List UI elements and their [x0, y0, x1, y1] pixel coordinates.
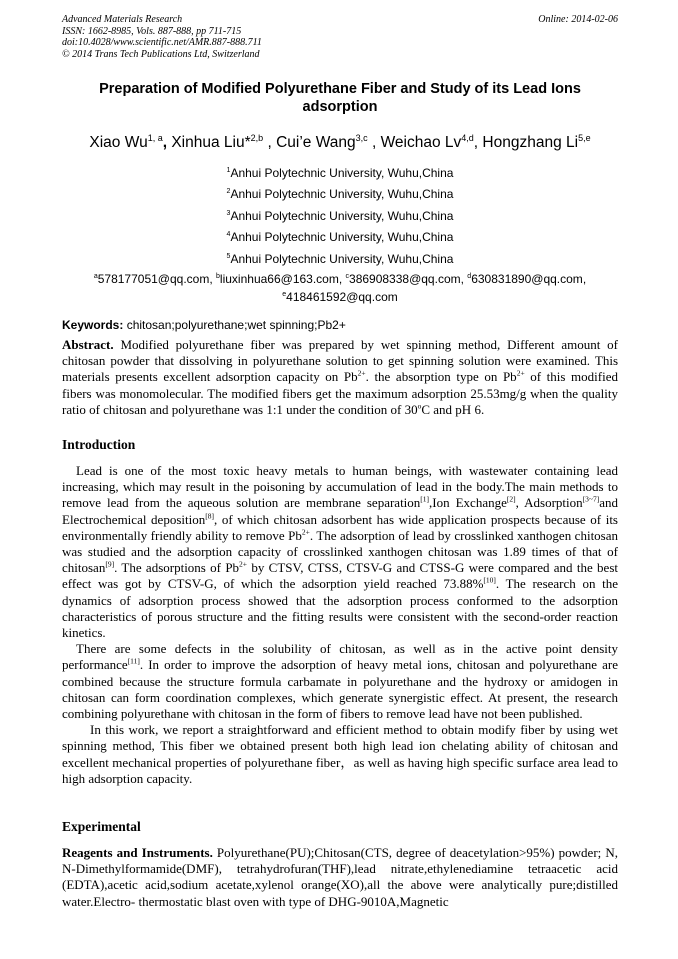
- journal-copyright: © 2014 Trans Tech Publications Ltd, Switzerland: [62, 48, 260, 60]
- author-sep: ,: [367, 134, 381, 152]
- citation: [1]: [420, 495, 430, 505]
- affiliation-sup: 5: [226, 252, 231, 260]
- citation: [2]: [506, 495, 516, 505]
- author-name: Xinhua Liu*: [171, 134, 251, 152]
- email-a: 578177051@qq.com: [97, 272, 210, 286]
- author-sup: 3,c: [355, 133, 368, 143]
- text: . The adsorption of lead by crosslinked xanthogen chitosan was studied and the adsorption capacity of crosslinked xanthogen chitosan was 1.89 times of that of chitosan: [62, 527, 619, 576]
- journal-doi: doi:10.4028/www.scientific.net/AMR.887-888.711: [62, 37, 262, 48]
- paragraph: [62, 641, 618, 722]
- affiliation-text: Anhui Polytechnic University, Wuhu,China: [230, 230, 454, 245]
- author-name: Weichao Lv: [380, 134, 462, 152]
- citation: [11]: [127, 657, 140, 667]
- keywords-text: chitosan;polyurethane;wet spinning;Pb2+: [123, 318, 346, 332]
- abstract-sup: 2+: [357, 369, 366, 379]
- reagents-label: Reagents and Instruments.: [62, 845, 213, 860]
- text: and Electrochemical deposition: [62, 495, 618, 527]
- author-sep: ,: [473, 134, 483, 152]
- affiliation: [62, 203, 618, 224]
- affiliation-list: [62, 160, 618, 267]
- author-sep: ,: [263, 134, 277, 152]
- reagents-paragraph: [62, 845, 618, 910]
- affiliation-sup: 4: [226, 231, 231, 239]
- email-sup: d: [467, 273, 472, 280]
- text: ,Ion Exchange: [429, 495, 507, 511]
- email-sup: c: [345, 273, 350, 280]
- author-name: Cui’e Wang: [276, 134, 356, 152]
- affiliation-text: Anhui Polytechnic University, Wuhu,China: [230, 251, 454, 266]
- affiliation-text: Anhui Polytechnic University, Wuhu,China: [230, 208, 454, 223]
- text: , of which chitosan adsorbent has wide application prospects because of its environmentally friendly ability to remove Pb: [62, 511, 618, 543]
- text: . The research on the dynamics of adsorption process showed that the adsorption process conformed to the adsorption characteristics of porous structure and the fitting results were consistent with the second-order reaction kinetics.: [62, 576, 618, 641]
- affiliation: [62, 181, 618, 202]
- email-d: 630831890@qq.com: [471, 272, 583, 286]
- online-date: Online: 2014-02-06: [538, 14, 618, 25]
- paper-title: Preparation of Modified Polyurethane Fiber and Study of its Lead Ions adsorption: [99, 81, 581, 115]
- journal-name: Advanced Materials Research: [62, 14, 183, 25]
- email-c: 386908338@qq.com: [349, 272, 461, 286]
- section-heading-introduction: Introduction: [62, 437, 136, 452]
- keywords: [62, 318, 618, 333]
- citation: [10]: [483, 576, 496, 586]
- affiliation: [62, 224, 618, 245]
- superscript: 2+: [239, 559, 248, 569]
- author-sup: 4,d: [461, 133, 474, 143]
- superscript: 2+: [301, 527, 310, 537]
- author-list: [40, 128, 640, 153]
- abstract-label: Abstract.: [62, 337, 114, 352]
- journal-issn: ISSN: 1662-8985, Vols. 887-888, pp 711-715: [62, 25, 242, 37]
- abstract-text: Modified polyurethane fiber was prepared by wet spinning method, Different amount of chitosan powder that dissolving in polyurethane solution to get spinning solution were examined. This materials presents excellent adsorption capacity on Pb: [62, 337, 618, 385]
- journal-header: [62, 14, 618, 60]
- affiliation-text: Anhui Polytechnic University, Wuhu,China: [230, 187, 454, 202]
- text: There are some defects in the solubility of chitosan, as well as in the active point density performance: [62, 641, 618, 673]
- email-b: liuxinhua66@163.com: [219, 272, 339, 286]
- introduction-body: [62, 463, 618, 787]
- text: by CTSV, CTSS, CTSV-G and CTSS-G were compared and the best effect was got by CTSV-G, of which the adsorption yield reached 73.88%: [62, 560, 618, 592]
- author-sup: 5,e: [578, 133, 591, 143]
- keywords-label: Keywords:: [62, 318, 124, 332]
- text: . The adsorptions of Pb: [114, 560, 240, 576]
- abstract-sup: 2+: [516, 369, 525, 379]
- citation: [9]: [105, 559, 115, 569]
- text: Lead is one of the most toxic heavy metals to human beings, with wastewater containing lead increasing, which may result in the poisoning by accumulation of lead in the body.The main methods to remove lead from the aqueous solution are membrane separation: [62, 463, 618, 511]
- author-sup: 1, a: [147, 133, 163, 143]
- email-list: $^a$578177051@qq.com, $^b$liuxinhua66@163.com, $^c$386908338@qq.com, $^d$630831890@qq.com, $^e$418461592@qq.com: [93, 272, 587, 304]
- affiliation: [62, 160, 618, 181]
- text: . In order to improve the adsorption of heavy metal ions, chitosan and polyurethane are combined because the structure formula carbamate in polyurethane and the hydroxy or amidogen in chitosan can form coordination complexes, which generate synergistic effect. At present, the research combining polyurethane with chitosan in the form of fibers to remove lead have not been published.: [62, 657, 618, 722]
- affiliation: [62, 246, 618, 267]
- section-heading-experimental: Experimental: [62, 819, 141, 834]
- affiliation-sup: 3: [226, 209, 231, 217]
- email-e: 418461592@qq.com: [286, 290, 398, 304]
- reagents-text: Polyurethane(PU);Chitosan(CTS, degree of deacetylation>95%) powder; N, N-Dimethylformamide(DMF), tetrahydrofuran(THF),lead nitrate,ethylenediamine tetraacetic acid (EDTA),acetic acid,sodium acetate,xylenol orange(XO),all the above were analytically pure;distilled water.Electro- thermostatic blast oven with type of DHG-9010A,Magnetic: [62, 845, 619, 909]
- author-sep: ,: [162, 134, 172, 152]
- abstract-sup: o: [417, 401, 422, 411]
- author-name: Xiao Wu: [89, 134, 148, 152]
- email-sup: e: [282, 291, 287, 298]
- paragraph: In this work, we report a straightforward and efficient method to obtain modify fiber by using wet spinning method, This fiber we obtained present both high lead ion chelating ability of chitosan and excellent mechanical properties of polyurethane fiber，as well as having high specific surface area lead to high adsorption capacity.: [62, 722, 618, 786]
- abstract-text: C and pH 6.: [421, 401, 485, 417]
- abstract: [62, 337, 618, 418]
- affiliation-sup: 1: [226, 167, 231, 174]
- paragraph: [62, 463, 618, 641]
- email-sup: b: [216, 273, 220, 280]
- author-sup: 2,b: [250, 133, 264, 143]
- affiliation-sup: 2: [226, 188, 231, 196]
- email-sup: a: [93, 273, 98, 280]
- abstract-text: . the absorption type on Pb: [365, 369, 517, 385]
- author-name: Hongzhang Li: [482, 134, 579, 152]
- affiliation-text: Anhui Polytechnic University, Wuhu,China: [230, 166, 454, 180]
- abstract-text: of this modified fibers was monomolecular. The modified fibers get the maximum adsorption 25.53mg/g when the quality ratio of chitosan and polyurethane was 1:1 under the condition of 30: [62, 369, 618, 417]
- text: , Adsorption: [515, 495, 583, 511]
- citation: [3~7]: [582, 495, 600, 505]
- citation: [8]: [205, 511, 214, 521]
